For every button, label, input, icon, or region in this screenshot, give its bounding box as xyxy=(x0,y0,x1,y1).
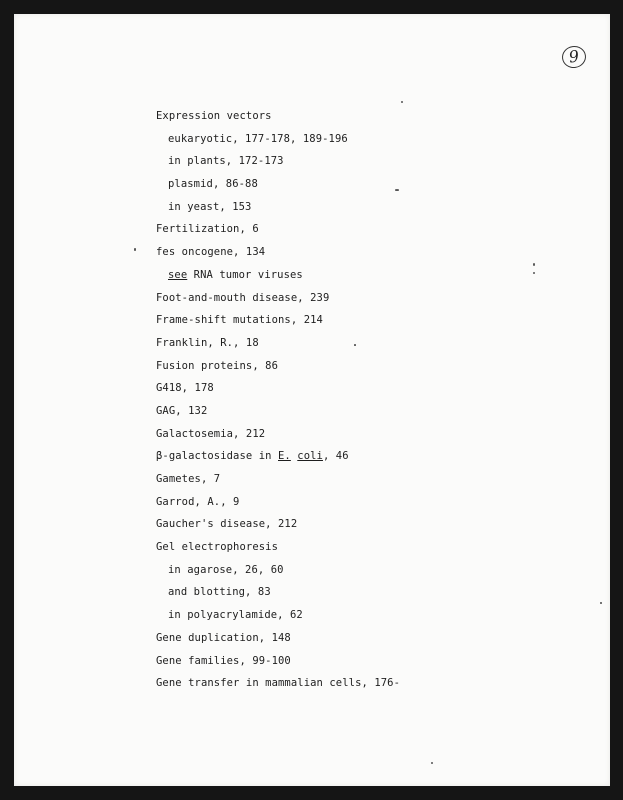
speck xyxy=(431,762,433,764)
index-subentry: in polyacrylamide, 62 xyxy=(168,609,303,622)
index-entry: Gametes, 7 xyxy=(156,473,221,485)
index-entry: G418, 178 xyxy=(156,382,214,395)
cross-reference-target: RNA tumor viruses xyxy=(187,268,303,281)
index-entry: Fertilization, 6 xyxy=(156,223,259,236)
speck xyxy=(600,602,602,604)
index-entry: Gene duplication, 148 xyxy=(156,631,291,644)
document-page xyxy=(14,14,610,786)
index-entry: Gene families, 99-100 xyxy=(156,654,291,667)
index-entry: Frame-shift mutations, 214 xyxy=(156,314,323,327)
index-entry: Gaucher's disease, 212 xyxy=(156,518,298,531)
index-subentry: in yeast, 153 xyxy=(168,200,252,213)
index-entry-galactosidase xyxy=(156,445,596,468)
index-subentry: and blotting, 83 xyxy=(168,586,271,599)
index-entry: Franklin, R., 18 xyxy=(156,336,259,349)
speck xyxy=(134,248,136,251)
index-entry: Expression vectors xyxy=(156,110,272,122)
index-entry: Galactosemia, 212 xyxy=(156,427,266,440)
index-entry: fes oncogene, 134 xyxy=(156,246,266,259)
index-list xyxy=(156,105,596,695)
index-entry: Gene transfer in mammalian cells, 176- xyxy=(156,677,401,690)
index-subentry: eukaryotic, 177-178, 189-196 xyxy=(168,132,348,145)
index-entry: GAG, 132 xyxy=(156,404,208,417)
entry-suffix: , 46 xyxy=(322,450,349,463)
page-number-circled: 9 xyxy=(561,44,588,69)
entry-prefix: β-galactosidase in xyxy=(156,450,279,463)
index-cross-reference xyxy=(156,264,596,287)
index-entry: Fusion proteins, 86 xyxy=(156,359,279,372)
index-subentry: in agarose, 26, 60 xyxy=(168,563,284,576)
index-entry: Gel electrophoresis xyxy=(156,541,279,554)
see-reference: see xyxy=(168,268,188,281)
index-subentry: in plants, 172-173 xyxy=(168,155,284,168)
species-name: coli xyxy=(297,450,323,463)
index-entry: Foot-and-mouth disease, 239 xyxy=(156,291,330,304)
species-genus: E. xyxy=(278,450,291,463)
speck xyxy=(401,101,403,103)
index-entry: Garrod, A., 9 xyxy=(156,495,240,508)
index-subentry: plasmid, 86-88 xyxy=(168,178,258,191)
